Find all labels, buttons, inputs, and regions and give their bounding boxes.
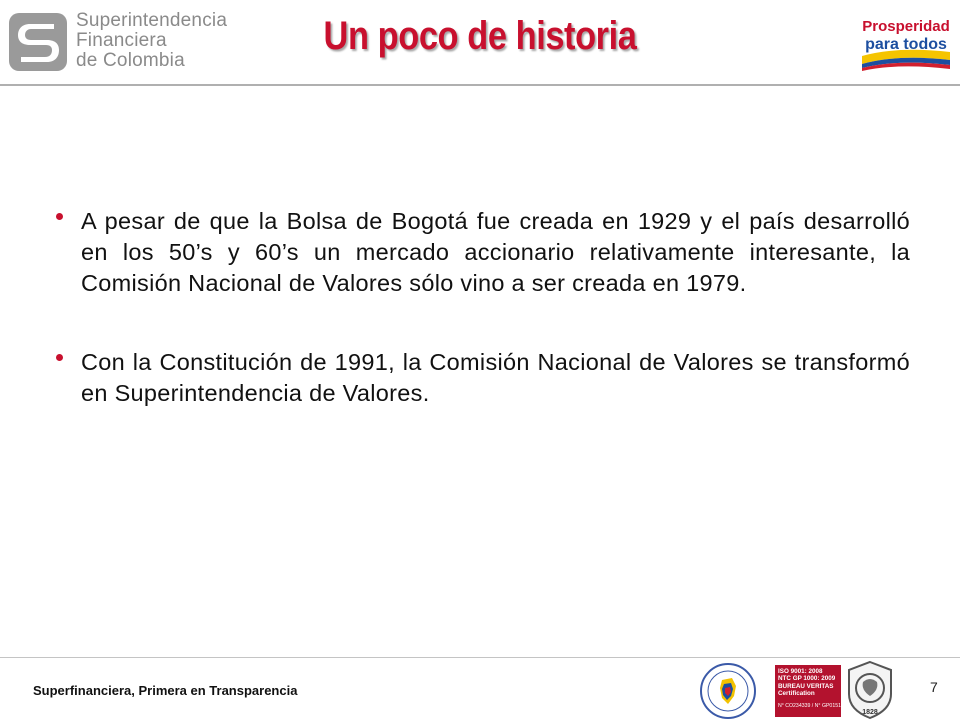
bullet-item (56, 206, 910, 299)
iso-line-3: BUREAU VERITAS (778, 682, 834, 690)
prosperidad-line-2: para todos (865, 36, 947, 53)
bullet-list (56, 206, 910, 457)
bureau-veritas-seal-icon (845, 660, 895, 720)
superfinanciera-logo-icon (8, 12, 68, 72)
bullet-text: A pesar de que la Bolsa de Bogotá fue creada en 1929 y el país desarrolló en los 50’s y 60’s un mercado accionario relativamente interesante, la Comisión Nacional de Valores sólo vino a ser creada en 1979. (81, 208, 910, 296)
quality-seal-icon (698, 662, 758, 720)
iso-line-4: Certification (778, 690, 815, 698)
page-number: 7 (930, 679, 938, 695)
prosperidad-para-todos-logo (858, 12, 954, 72)
iso-certification-badge (775, 665, 841, 717)
bullet-item (56, 347, 910, 409)
header-divider (0, 84, 960, 86)
footer-tagline: Superfinanciera, Primera en Transparencia (33, 683, 298, 698)
slide-title: Un poco de historia (323, 14, 637, 58)
bullet-text: Con la Constitución de 1991, la Comisión Nacional de Valores se transformó en Superintendencia de Valores. (81, 349, 910, 406)
logo-line-3: de Colombia (76, 50, 185, 71)
iso-line-1: ISO 9001: 2008 (778, 668, 823, 675)
prosperidad-line-1: Prosperidad (862, 18, 950, 35)
logo-line-1: Superintendencia (76, 10, 228, 31)
bullet-dot-icon (56, 213, 63, 220)
logo-line-2: Financiera (76, 30, 167, 51)
iso-line-5: N° CO234339 / N° GP0151 (778, 702, 841, 709)
bullet-dot-icon (56, 354, 63, 361)
iso-line-2: NTC GP 1000: 2009 (778, 675, 836, 683)
footer-divider (0, 657, 960, 658)
bv-year: 1828 (862, 709, 878, 716)
